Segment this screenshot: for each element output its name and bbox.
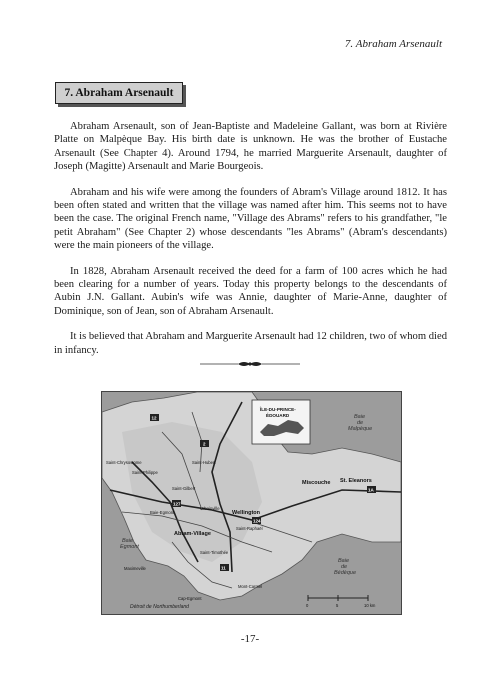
running-head: 7. Abraham Arsenault (344, 38, 442, 50)
map-label: Saint-Hubert (192, 460, 216, 465)
page-number: -17- (240, 633, 260, 645)
route-number: 1A (368, 487, 374, 493)
map-label: Détroit de Northumberland (130, 604, 189, 610)
map-label: Baie-Egmont (150, 510, 175, 515)
map-label: Saint-Chrysostome (106, 460, 142, 465)
map-label: Saint-Raphaël (236, 526, 263, 531)
map-label: Egmont (120, 544, 139, 550)
map-scale-label: 0 (306, 603, 309, 608)
paragraph: In 1828, Abraham Arsenault received the deed for a farm of 100 acres which he had been clearing for a number of years. Today this property belongs to the descendants of Aubin J.N. Gallant. Aubin's wife was Annie, daughter of Marie-Anne, daughter of Dominique, son of Jean, son of Abraham Arsenault. (54, 265, 447, 317)
paragraph: Abraham and his wife were among the founders of Abram's Village around 1812. It has been often stated and written that the village was named after him. This seems not to have been the case. The original French name, "Village des Abrams" refers to his grandfather, "le petit Abraham" (See Chapter 2) whose descendants "les Abrams" (Abram's descendants) were the main pioneers of the village. (54, 186, 447, 252)
map-label: Maximeville (124, 566, 146, 571)
map-label: Miscouche (302, 480, 331, 486)
section-ornament (200, 359, 300, 369)
map-drawing (102, 392, 401, 614)
route-number: 12 (151, 415, 157, 421)
map-label: de (357, 420, 364, 426)
map-label: Baie (354, 414, 366, 420)
map-label: Mont-Carmel (238, 584, 263, 589)
map-label: St. Eleanors (340, 478, 372, 484)
map-label: de (341, 564, 348, 570)
map-scale-label: 5 (336, 603, 339, 608)
body-text (54, 120, 447, 369)
chapter-heading-box (55, 82, 183, 104)
map-label: Baie (338, 558, 350, 564)
map-label: Saint-Gilbert (172, 486, 196, 491)
route-number: 2 (203, 441, 206, 447)
map-label: Baie (122, 538, 134, 544)
map-inset-label: ÉDOUARD (266, 413, 290, 418)
map-label: Cap-Egmont (178, 596, 202, 601)
route-number: 127 (173, 501, 181, 507)
map-scale-label: 10 km (364, 603, 376, 608)
paragraph: It is believed that Abraham and Marguerite Arsenault had 12 children, two of whom died in infancy. (54, 331, 447, 356)
chapter-heading: 7. Abraham Arsenault (64, 87, 174, 99)
route-number: 124 (253, 518, 261, 524)
map-label: Malpèque (348, 426, 373, 432)
map-label: Bédèque (334, 570, 357, 576)
map-inset-label: ÎLE-DU-PRINCE- (260, 407, 296, 412)
area-map (101, 391, 402, 615)
map-label: Wellington (232, 510, 261, 516)
map-label: Saint-Timothée (200, 550, 229, 555)
route-number: 11 (221, 565, 226, 571)
paragraph: Abraham Arsenault, son of Jean-Baptiste and Madeleine Gallant, was born at Rivière Platte on Malpèque Bay. His birth date is unknown. He was the brother of Eustache Arsenault (See Chapter 4). Around 1794, he married Marguerite Arsenault, daughter of Joseph (Magitte) Arsenault and Marie Bourgeois. (54, 121, 447, 173)
map-label: Urbainville (200, 506, 220, 511)
map-label: Saint-Philippe (132, 470, 158, 475)
map-label: Abram-Village (174, 531, 211, 537)
